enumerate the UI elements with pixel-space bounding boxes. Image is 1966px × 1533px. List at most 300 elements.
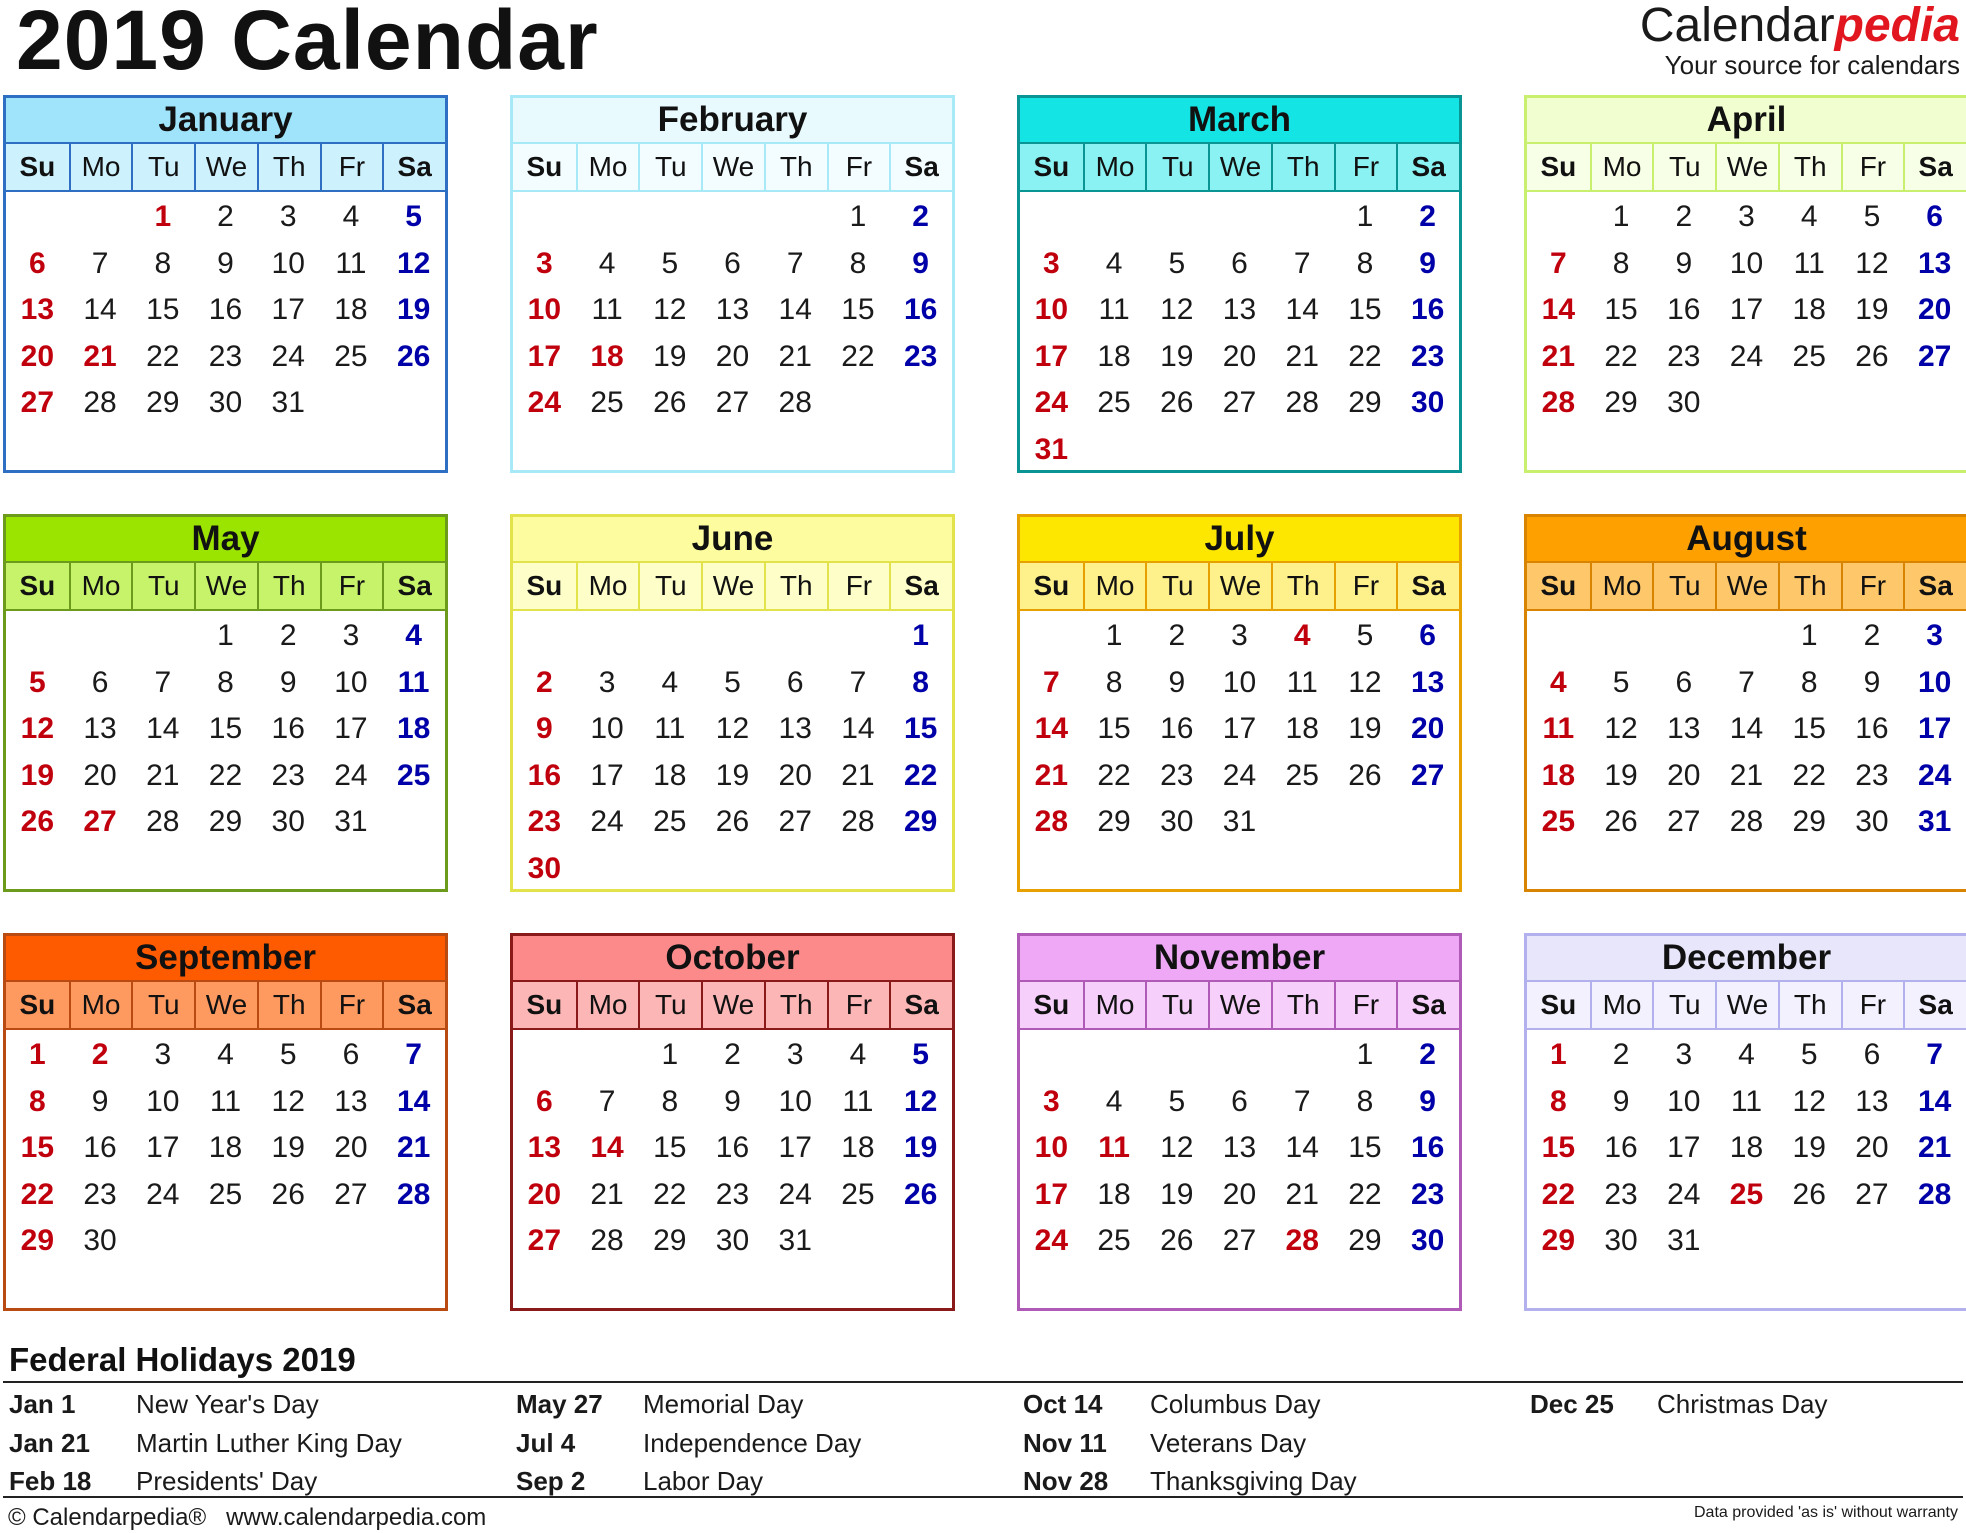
holiday-date: Jan 1: [9, 1389, 76, 1419]
brand-name: [1640, 2, 1960, 50]
empty-day-cell: [701, 613, 764, 660]
day-cell: 16: [1410, 293, 1445, 326]
empty-day-cell: [1527, 613, 1590, 660]
day-cell: 3: [342, 619, 360, 652]
weekday-label: Fr: [320, 982, 383, 1028]
empty-day-cell: [1208, 1032, 1271, 1079]
day-cell: 10: [590, 712, 624, 745]
day-cell: 9: [1675, 246, 1693, 280]
day-cell: 4: [217, 1038, 234, 1071]
day-cell: 27: [1410, 758, 1445, 792]
month-december: [1524, 933, 1966, 1311]
day-cell: 1: [154, 200, 172, 233]
day-cell: 19: [271, 1131, 305, 1164]
day-cell: 19: [1160, 339, 1194, 373]
weekday-label: Tu: [638, 144, 701, 190]
day-cell: 1: [1612, 200, 1630, 233]
day-cell: 27: [1222, 1224, 1257, 1257]
weekday-label: We: [1208, 982, 1271, 1028]
empty-day-cell: [131, 613, 194, 660]
federal-holidays-title: Federal Holidays 2019: [9, 1341, 356, 1378]
holiday-row: [3, 1424, 510, 1463]
empty-day-cell: [1271, 1032, 1334, 1079]
day-cell: 8: [1356, 246, 1374, 280]
weekday-label: We: [1208, 563, 1271, 609]
weekday-label: Mo: [1590, 982, 1653, 1028]
weekday-label: Tu: [638, 563, 701, 609]
day-cell: 9: [536, 712, 553, 745]
day-cell: 11: [654, 712, 686, 745]
day-cell: 30: [1160, 805, 1194, 838]
empty-day-cell: [1020, 1032, 1083, 1079]
weekday-label: Sa: [382, 563, 445, 609]
day-cell: 6: [1419, 619, 1436, 652]
weekday-label: Fr: [827, 563, 890, 609]
empty-day-cell: [1083, 194, 1146, 241]
empty-day-cell: [638, 613, 701, 660]
brand-name-prefix: Calendar: [1639, 0, 1835, 52]
day-cell: 14: [778, 293, 812, 326]
day-cell: 29: [653, 1224, 687, 1257]
day-cell: 24: [1034, 1224, 1069, 1257]
weekday-label: Mo: [69, 563, 132, 609]
weekday-label: Sa: [1903, 144, 1966, 190]
day-cell: 27: [715, 386, 750, 419]
day-cell: 24: [1034, 386, 1069, 419]
day-cell: 16: [1410, 1131, 1445, 1164]
day-cell: 19: [715, 758, 750, 792]
day-cell: 23: [208, 339, 243, 373]
weekday-header-row: [513, 563, 952, 611]
weekday-label: Th: [1271, 982, 1334, 1028]
day-cell: 5: [279, 1038, 297, 1071]
day-cell: 26: [715, 805, 750, 838]
day-cell: 23: [271, 758, 305, 792]
day-cell: 27: [1667, 805, 1701, 838]
day-cell: 15: [208, 712, 243, 745]
weekday-label: Th: [1778, 563, 1841, 609]
day-grid: [6, 611, 445, 846]
day-cell: 7: [1293, 1084, 1311, 1118]
day-grid: [1020, 192, 1459, 473]
day-cell: 11: [1098, 1131, 1130, 1164]
day-cell: 12: [396, 246, 431, 280]
day-cell: 26: [903, 1177, 938, 1211]
day-cell: 22: [1792, 758, 1826, 792]
month-february: [510, 95, 955, 473]
day-cell: 10: [1917, 665, 1952, 699]
day-cell: 30: [271, 805, 305, 838]
empty-day-cell: [1083, 1032, 1146, 1079]
day-cell: 31: [1667, 1224, 1701, 1257]
day-cell: 12: [271, 1084, 305, 1118]
holiday-name: Christmas Day: [1657, 1389, 1828, 1419]
day-cell: 29: [1792, 805, 1826, 838]
month-september: [3, 933, 448, 1311]
day-cell: 27: [83, 805, 117, 838]
day-cell: 21: [396, 1131, 431, 1164]
empty-day-cell: [6, 194, 69, 241]
holiday-row: [3, 1462, 510, 1501]
day-cell: 14: [146, 712, 180, 745]
day-cell: 19: [396, 293, 431, 326]
day-cell: 6: [724, 246, 741, 280]
day-cell: 18: [1792, 293, 1826, 326]
day-cell: 9: [724, 1084, 741, 1118]
day-cell: 29: [1348, 386, 1382, 419]
day-cell: 6: [91, 665, 109, 699]
day-cell: 8: [1612, 246, 1630, 280]
day-cell: 17: [590, 758, 624, 792]
day-cell: 29: [146, 386, 180, 419]
weekday-label: Sa: [382, 982, 445, 1028]
day-cell: 16: [1667, 293, 1701, 326]
day-cell: 26: [653, 386, 687, 419]
day-cell: 10: [778, 1084, 812, 1118]
day-cell: 7: [1738, 665, 1755, 699]
weekday-label: Th: [257, 563, 320, 609]
footer-copyright: © Calendarpedia®: [8, 1504, 207, 1531]
day-cell: 5: [1612, 665, 1630, 699]
weekday-label: Tu: [131, 144, 194, 190]
day-cell: 18: [1729, 1131, 1764, 1164]
day-cell: 31: [1222, 805, 1257, 838]
day-cell: 27: [1222, 386, 1257, 419]
day-cell: 7: [405, 1038, 422, 1071]
day-cell: 3: [536, 246, 553, 280]
day-cell: 18: [1097, 339, 1131, 373]
day-cell: 18: [208, 1131, 243, 1164]
months-grid: [3, 95, 1965, 1311]
weekday-label: Th: [257, 982, 320, 1028]
empty-day-cell: [1145, 1032, 1208, 1079]
day-cell: 21: [1917, 1131, 1952, 1164]
day-cell: 14: [1541, 293, 1576, 326]
month-name: September: [6, 936, 445, 982]
empty-day-cell: [701, 194, 764, 241]
day-cell: 1: [1356, 200, 1374, 233]
day-cell: 15: [1348, 293, 1382, 326]
day-cell: 30: [715, 1224, 750, 1257]
empty-day-cell: [764, 613, 827, 660]
weekday-label: Su: [19, 989, 56, 1020]
day-cell: 20: [334, 1131, 368, 1164]
day-cell: 23: [527, 805, 562, 838]
day-cell: 26: [1855, 339, 1889, 373]
holiday-name: New Year's Day: [136, 1389, 319, 1419]
day-cell: 1: [1550, 1038, 1567, 1071]
day-grid: [1527, 1030, 1966, 1265]
weekday-label: Fr: [827, 144, 890, 190]
empty-day-cell: [1271, 194, 1334, 241]
weekday-header-row: [1020, 144, 1459, 192]
empty-day-cell: [1020, 613, 1083, 660]
day-cell: 21: [146, 758, 180, 792]
weekday-header-row: [6, 982, 445, 1030]
day-cell: 1: [217, 619, 234, 652]
day-cell: 9: [912, 246, 929, 280]
day-cell: 6: [1926, 200, 1943, 233]
holiday-date: Nov 11: [1023, 1427, 1107, 1458]
page-title: 2019 Calendar: [16, 0, 599, 87]
day-cell: 13: [1667, 712, 1701, 745]
day-cell: 17: [271, 293, 305, 326]
day-cell: 11: [335, 246, 367, 280]
day-cell: 24: [590, 805, 624, 838]
weekday-label: Sa: [889, 563, 952, 609]
holiday-row: [1017, 1385, 1524, 1424]
weekday-label: Sa: [1903, 982, 1966, 1028]
day-cell: 5: [29, 665, 46, 699]
day-cell: 21: [1285, 339, 1319, 373]
weekday-label: Su: [1540, 570, 1577, 601]
day-cell: 10: [1034, 1131, 1069, 1164]
brand-logo[interactable]: [1640, 2, 1960, 78]
day-cell: 5: [1800, 1038, 1818, 1071]
day-cell: 27: [334, 1177, 368, 1211]
month-name: August: [1527, 517, 1966, 563]
day-cell: 22: [20, 1177, 55, 1211]
day-cell: 8: [912, 665, 929, 699]
day-cell: 5: [661, 246, 679, 280]
day-cell: 6: [1675, 665, 1693, 699]
weekday-label: Th: [764, 563, 827, 609]
weekday-label: We: [701, 144, 764, 190]
weekday-label: Fr: [1334, 982, 1397, 1028]
day-cell: 22: [1604, 339, 1638, 373]
day-cell: 25: [396, 758, 431, 792]
day-cell: 25: [1792, 339, 1826, 373]
day-cell: 1: [29, 1038, 46, 1071]
day-cell: 28: [1729, 805, 1764, 838]
day-cell: 24: [1667, 1177, 1701, 1211]
weekday-label: Sa: [382, 144, 445, 190]
day-cell: 21: [841, 758, 875, 792]
day-cell: 28: [1285, 386, 1319, 419]
day-cell: 4: [1105, 1084, 1123, 1118]
weekday-label: Tu: [1145, 982, 1208, 1028]
empty-day-cell: [1145, 194, 1208, 241]
day-cell: 13: [1410, 665, 1445, 699]
day-cell: 25: [1097, 1224, 1131, 1257]
day-cell: 19: [1855, 293, 1889, 326]
day-cell: 21: [1729, 758, 1764, 792]
weekday-label: Mo: [576, 563, 639, 609]
day-cell: 11: [1286, 665, 1318, 699]
day-cell: 19: [1604, 758, 1638, 792]
weekday-label: Mo: [576, 982, 639, 1028]
day-cell: 28: [1285, 1224, 1319, 1257]
day-cell: 23: [1855, 758, 1889, 792]
day-cell: 21: [778, 339, 812, 373]
federal-holidays-section: [3, 1338, 1963, 1498]
day-cell: 2: [1675, 200, 1693, 233]
day-grid: [513, 1030, 952, 1265]
day-cell: 4: [598, 246, 616, 280]
weekday-label: Sa: [1903, 563, 1966, 609]
weekday-label: We: [701, 982, 764, 1028]
day-cell: 22: [208, 758, 243, 792]
day-cell: 10: [1034, 293, 1069, 326]
day-cell: 26: [1160, 1224, 1194, 1257]
day-cell: 9: [279, 665, 297, 699]
day-cell: 8: [1800, 665, 1818, 699]
weekday-label: Sa: [1396, 982, 1459, 1028]
day-cell: 30: [1855, 805, 1889, 838]
day-cell: 3: [1675, 1038, 1693, 1071]
weekday-header-row: [1020, 563, 1459, 611]
month-name: March: [1020, 98, 1459, 144]
weekday-label: Mo: [69, 144, 132, 190]
holiday-row: [1017, 1424, 1524, 1463]
weekday-label: Su: [526, 570, 563, 601]
day-cell: 31: [1034, 432, 1069, 466]
day-cell: 25: [334, 339, 368, 373]
day-cell: 13: [1222, 293, 1257, 326]
empty-day-cell: [513, 1032, 576, 1079]
empty-day-cell: [1590, 613, 1653, 660]
holiday-row: [510, 1462, 1017, 1501]
day-cell: 8: [217, 665, 234, 699]
day-cell: 29: [1348, 1224, 1382, 1257]
day-cell: 15: [146, 293, 180, 326]
day-cell: 19: [1792, 1131, 1826, 1164]
day-cell: 14: [1729, 712, 1764, 745]
day-cell: 25: [1097, 386, 1131, 419]
footer-url[interactable]: www.calendarpedia.com: [226, 1504, 487, 1531]
day-cell: 24: [527, 386, 562, 419]
day-cell: 4: [1800, 200, 1818, 233]
day-cell: 12: [1792, 1084, 1826, 1118]
empty-day-cell: [1020, 194, 1083, 241]
day-cell: 5: [1168, 246, 1186, 280]
day-cell: 31: [778, 1224, 812, 1257]
weekday-label: Mo: [1083, 563, 1146, 609]
weekday-label: We: [194, 144, 257, 190]
day-cell: 21: [590, 1177, 624, 1211]
day-cell: 17: [1667, 1131, 1701, 1164]
day-cell: 19: [903, 1131, 938, 1164]
day-cell: 22: [1348, 339, 1382, 373]
holiday-date: May 27: [516, 1389, 603, 1419]
day-cell: 20: [778, 758, 812, 792]
day-cell: 2: [1419, 200, 1436, 233]
day-cell: 28: [146, 805, 180, 838]
day-cell: 26: [1792, 1177, 1826, 1211]
day-cell: 29: [1604, 386, 1638, 419]
weekday-label: Tu: [131, 982, 194, 1028]
day-cell: 5: [405, 200, 422, 233]
day-cell: 29: [20, 1224, 55, 1257]
day-cell: 14: [1917, 1084, 1952, 1118]
holiday-date: Sep 2: [516, 1466, 586, 1496]
holiday-date: Jan 21: [9, 1427, 90, 1458]
footer-left: [8, 1504, 486, 1532]
weekday-label: Mo: [1083, 144, 1146, 190]
weekday-label: Fr: [1334, 144, 1397, 190]
day-cell: 20: [1917, 293, 1952, 326]
day-cell: 20: [715, 339, 750, 373]
holiday-column: [3, 1383, 510, 1501]
day-cell: 23: [1410, 339, 1445, 373]
day-cell: 27: [527, 1224, 562, 1257]
day-cell: 28: [1917, 1177, 1952, 1211]
day-cell: 18: [590, 339, 624, 373]
empty-day-cell: [764, 194, 827, 241]
day-cell: 23: [1667, 339, 1701, 373]
weekday-label: Su: [1540, 989, 1577, 1020]
day-cell: 28: [1541, 386, 1576, 419]
day-cell: 16: [208, 293, 243, 326]
day-cell: 21: [83, 339, 117, 373]
day-cell: 2: [91, 1038, 109, 1071]
weekday-label: We: [1715, 563, 1778, 609]
day-cell: 30: [83, 1224, 117, 1257]
day-cell: 3: [1043, 1084, 1060, 1118]
weekday-label: Th: [1271, 563, 1334, 609]
holiday-name: Columbus Day: [1150, 1389, 1321, 1419]
day-cell: 3: [598, 665, 616, 699]
day-cell: 25: [590, 386, 624, 419]
day-cell: 8: [1550, 1084, 1567, 1118]
weekday-label: We: [194, 563, 257, 609]
day-cell: 12: [1348, 665, 1382, 699]
day-grid: [6, 1030, 445, 1265]
weekday-label: We: [1715, 144, 1778, 190]
holiday-row: [1017, 1462, 1524, 1501]
day-cell: 26: [1160, 386, 1194, 419]
day-cell: 10: [1729, 246, 1764, 280]
day-cell: 19: [1160, 1177, 1194, 1211]
day-cell: 25: [1285, 758, 1319, 792]
day-cell: 26: [271, 1177, 305, 1211]
day-cell: 26: [20, 805, 55, 838]
day-cell: 28: [396, 1177, 431, 1211]
day-cell: 22: [903, 758, 938, 792]
weekday-label: Su: [1033, 151, 1070, 182]
day-cell: 20: [20, 339, 55, 373]
month-name: April: [1527, 98, 1966, 144]
day-cell: 9: [1863, 665, 1881, 699]
day-cell: 10: [1222, 665, 1257, 699]
day-cell: 8: [1105, 665, 1123, 699]
day-cell: 17: [334, 712, 368, 745]
day-cell: 5: [1356, 619, 1374, 652]
day-cell: 3: [1738, 200, 1755, 233]
day-cell: 29: [903, 805, 938, 838]
month-august: [1524, 514, 1966, 892]
day-cell: 19: [653, 339, 687, 373]
day-cell: 3: [279, 200, 297, 233]
day-cell: 23: [83, 1177, 117, 1211]
day-cell: 5: [912, 1038, 929, 1071]
weekday-label: Tu: [131, 563, 194, 609]
day-cell: 13: [527, 1131, 562, 1164]
day-cell: 11: [209, 1084, 242, 1118]
day-cell: 10: [271, 246, 305, 280]
brand-tagline: Your source for calendars: [1664, 50, 1960, 80]
day-cell: 15: [1348, 1131, 1382, 1164]
day-cell: 12: [1160, 1131, 1194, 1164]
day-cell: 12: [715, 712, 750, 745]
day-cell: 5: [724, 665, 741, 699]
day-cell: 13: [83, 712, 117, 745]
day-cell: 7: [1043, 665, 1060, 699]
weekday-label: Fr: [1334, 563, 1397, 609]
day-cell: 12: [1604, 712, 1638, 745]
day-cell: 25: [208, 1177, 243, 1211]
empty-day-cell: [1527, 194, 1590, 241]
